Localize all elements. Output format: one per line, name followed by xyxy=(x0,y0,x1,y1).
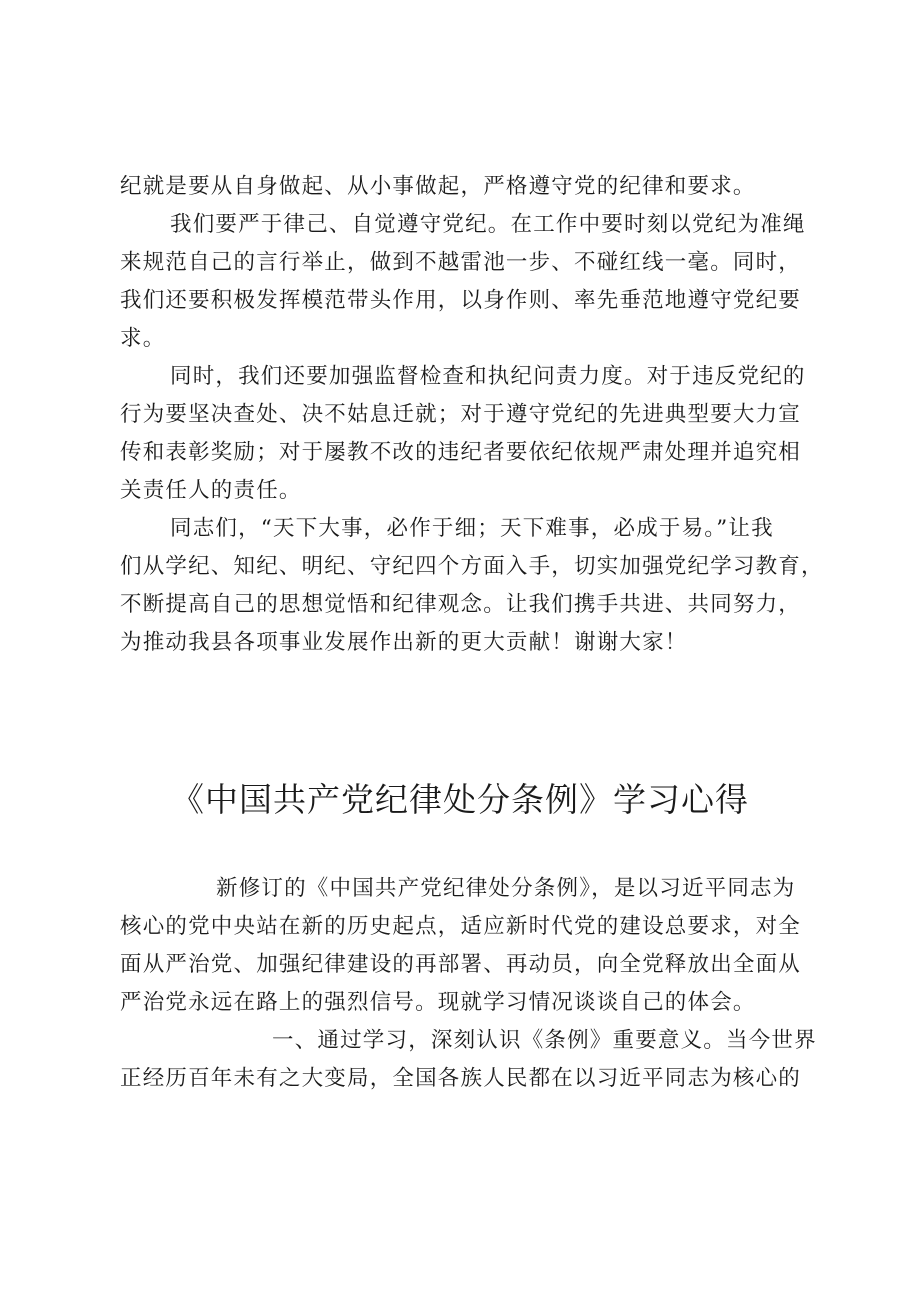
text-line: 核心的党中央站在新的历史起点，适应新时代党的建设总要求，对全 xyxy=(120,914,802,939)
text-line: 求。 xyxy=(120,326,166,351)
text-line: 同志们，“天下大事，必作于细；天下难事，必成于易。”让我 xyxy=(170,516,774,541)
text-line: 严治党永远在路上的强烈信号。现就学习情况谈谈自己的体会。 xyxy=(120,990,756,1015)
text-line: 同时，我们还要加强监督检查和执纪问责力度。对于违反党纪的 xyxy=(170,364,806,389)
text-line: 关责任人的责任。 xyxy=(120,478,302,503)
text-line: 新修订的《中国共产党纪律处分条例》，是以习近平同志为 xyxy=(216,876,796,901)
text-line: 一、通过学习，深刻认识《条例》重要意义。当今世界 xyxy=(272,1028,817,1053)
text-line: 正经历百年未有之大变局，全国各族人民都在以习近平同志为核心的 xyxy=(120,1066,802,1091)
text-line: 行为要坚决查处、决不姑息迁就；对于遵守党纪的先进典型要大力宣 xyxy=(120,402,802,427)
text-line: 纪就是要从自身做起、从小事做起，严格遵守党的纪律和要求。 xyxy=(120,174,756,199)
text-line: 为推动我县各项事业发展作出新的更大贡献！谢谢大家！ xyxy=(120,630,688,655)
body-text-section-1 xyxy=(120,168,824,662)
text-line: 来规范自己的言行举止，做到不越雷池一步、不碰红线一毫。同时， xyxy=(120,250,802,275)
body-text-section-2 xyxy=(120,870,820,1098)
text-line: 们从学纪、知纪、明纪、守纪四个方面入手，切实加强党纪学习教育， xyxy=(120,554,824,579)
document-title: 《中国共产党纪律处分条例》学习心得 xyxy=(171,780,749,819)
text-line: 面从严治党、加强纪律建设的再部署、再动员，向全党释放出全面从 xyxy=(120,952,802,977)
text-line: 我们还要积极发挥模范带头作用，以身作则、率先垂范地遵守党纪要 xyxy=(120,288,802,313)
text-line: 传和表彰奖励；对于屡教不改的违纪者要依纪依规严肃处理并追究相 xyxy=(120,440,802,465)
text-line: 不断提高自己的思想觉悟和纪律观念。让我们携手共进、共同努力， xyxy=(120,592,802,617)
text-line: 我们要严于律己、自觉遵守党纪。在工作中要时刻以党纪为准绳 xyxy=(170,212,806,237)
